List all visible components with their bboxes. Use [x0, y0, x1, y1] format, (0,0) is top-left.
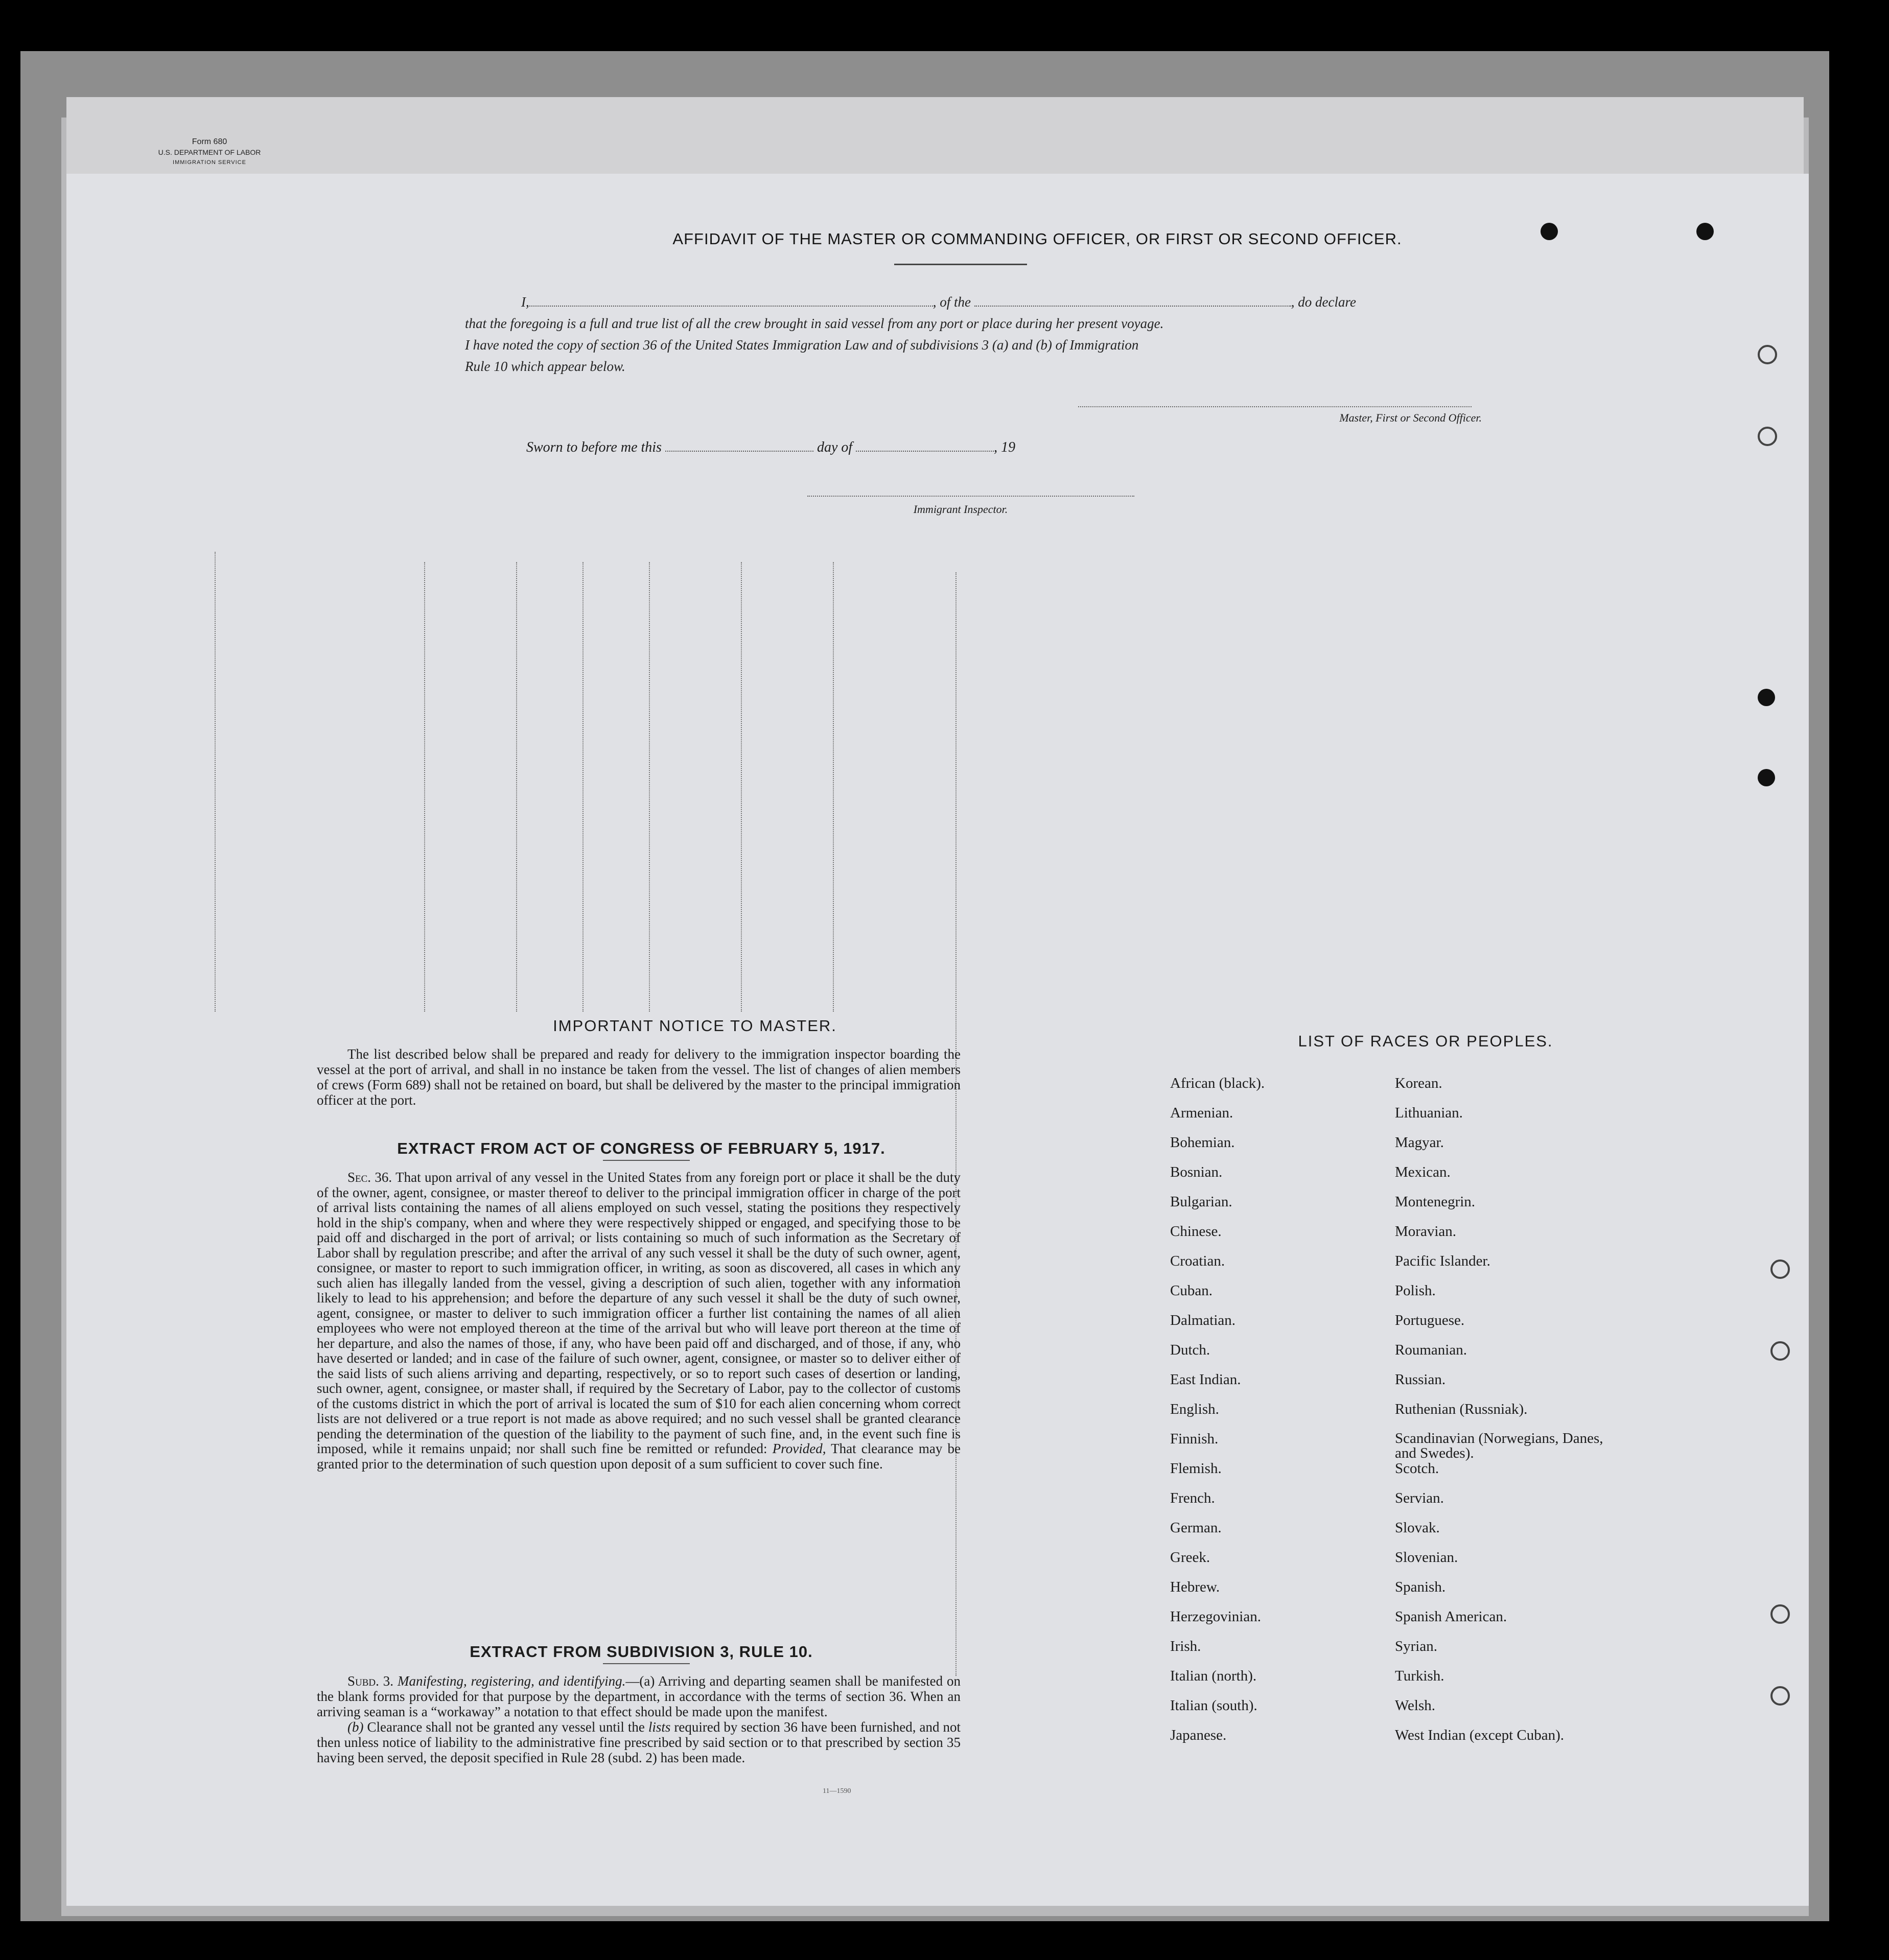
race-item: Dalmatian. — [1170, 1312, 1236, 1328]
affidavit-text — [465, 291, 1497, 377]
affidavit-declare: , do declare — [1291, 294, 1356, 310]
punch-hole-ring — [1770, 1686, 1790, 1706]
column-rule — [424, 562, 425, 1012]
affidavit-of-the: , of the — [932, 294, 971, 310]
provided-word: Provided, — [772, 1441, 826, 1456]
race-item: Spanish American. — [1395, 1608, 1507, 1625]
section-text: That upon arrival of any vessel in the United States from any foreign port or place it shall be the duty of the owner, agent, consignee, or master thereof to deliver to the principal immigration officer in charge of the port of arrival lists containing the names of all aliens employed on such vessel, stating the positions they respectively hold in the ship's company, when and where they were respectively shipped or engaged, and specifying those to be paid off and discharged in the port of arrival; or lists containing so much of such information as the Secretary of Labor shall by regulation prescribe; and after the arrival of any such vessel it shall be the duty of such owner, agent, consignee, or master to report to such immigration officer, in writing, as soon as discovered, all cases in which any such alien has illegally landed from the vessel, giving a description of such alien, together with any information likely to lead to his apprehension; and before the departure of any such vessel it shall be the duty of such owner, agent, consignee, or master to deliver to such immigration officer a further list containing the names of all alien employees who were not employed thereon at the time of the arrival but who will leave port thereon at the time of her departure, and also the names of those, if any, who have been paid off and discharged, and of those, if any, who have deserted or landed; and in case of the failure of such owner, agent, consignee, or master so to deliver either of the said lists of such aliens arriving and departing, respectively, or so to report such cases of desertion or landing, such owner, agent, consignee, or master shall, if required by the Secretary of Labor, pay to the collector of customs of the customs district in which the port of arrival is located the sum of $10 for each alien concerning whom correct lists are not delivered or a true report is not made as above required; and no such vessel shall be granted clearance pending the determination of the question of the liability to the payment of such fine, and, in the event such fine is imposed, while it remains unpaid; nor shall such fine be remitted or refunded: — [317, 1170, 961, 1456]
affidavit-title: AFFIDAVIT OF THE MASTER OR COMMANDING OFFICER, OR FIRST OR SECOND OFFICER. — [672, 230, 1402, 248]
race-item: Bulgarian. — [1170, 1194, 1232, 1210]
race-item: Slovenian. — [1395, 1549, 1458, 1566]
punch-hole — [1758, 689, 1775, 706]
column-rule — [955, 572, 957, 1676]
act-extract-title: EXTRACT FROM ACT OF CONGRESS OF FEBRUARY 5, 1917. — [397, 1139, 885, 1157]
print-code: 11—1590 — [823, 1787, 851, 1795]
subd-heading: Manifesting, registering, and identifying. — [397, 1673, 626, 1689]
race-item: Greek. — [1170, 1549, 1210, 1566]
race-item: Magyar. — [1395, 1134, 1444, 1151]
races-right-column — [1395, 1076, 1615, 1757]
punch-hole-ring — [1770, 1604, 1790, 1624]
race-item: West Indian (except Cuban). — [1395, 1727, 1565, 1743]
race-item: Armenian. — [1170, 1105, 1233, 1121]
race-item: Dutch. — [1170, 1342, 1210, 1358]
rule-extract-body — [317, 1673, 961, 1765]
rule-para-b — [317, 1719, 961, 1765]
affidavit-line-3: I have noted the copy of section 36 of the United States Immigration Law and of subdivisions 3 (a) and (b) of Immigration — [465, 337, 1139, 353]
inspector-label: Immigrant Inspector. — [913, 503, 1008, 516]
race-item: Japanese. — [1170, 1727, 1227, 1743]
master-name-field[interactable] — [529, 304, 933, 307]
sworn-day-field[interactable] — [665, 449, 813, 452]
punch-hole-ring — [1758, 427, 1777, 446]
form-tag — [128, 137, 291, 168]
race-item: Irish. — [1170, 1638, 1201, 1654]
race-item: Italian (north). — [1170, 1668, 1257, 1684]
rule-title-rule — [603, 1663, 690, 1664]
affidavit-line-2: that the foregoing is a full and true list of all the crew brought in said vessel from any port or place during her present voyage. — [465, 316, 1164, 331]
punch-hole-ring — [1770, 1341, 1790, 1361]
race-item: Montenegrin. — [1395, 1194, 1476, 1210]
punch-hole — [1758, 769, 1775, 786]
rule-para-a — [317, 1673, 961, 1719]
para-b-text-1: Clearance shall not be granted any vessel until the — [367, 1719, 645, 1735]
section-text-end: That clearance may be granted prior to the determination of such question upon deposit of a sum sufficient to cover such fine. — [317, 1441, 961, 1472]
race-item: English. — [1170, 1401, 1219, 1417]
sworn-prefix: Sworn to before me this — [526, 439, 662, 455]
punch-hole-ring — [1758, 345, 1777, 364]
race-item: Polish. — [1395, 1282, 1436, 1299]
signature-label: Master, First or Second Officer. — [1339, 411, 1482, 424]
notice-body: The list described below shall be prepared and ready for delivery to the immigration inspector boarding the vessel at the port of arrival, and shall in no instance be taken from the vessel. The list of changes of alien members of crews (Form 689) shall not be retained on board, but shall be delivered by the master to the principal immigration officer at the port. — [317, 1046, 961, 1108]
race-item: Cuban. — [1170, 1282, 1212, 1299]
service-name: IMMIGRATION SERVICE — [173, 159, 246, 166]
race-item: Croatian. — [1170, 1253, 1225, 1269]
race-item: Servian. — [1395, 1490, 1444, 1506]
para-b-lists: lists — [648, 1719, 671, 1735]
race-item: French. — [1170, 1490, 1215, 1506]
subd-label: Subd. 3. — [347, 1673, 394, 1689]
race-item: Moravian. — [1395, 1223, 1456, 1240]
race-item: Flemish. — [1170, 1460, 1222, 1477]
form-page — [66, 174, 1809, 1906]
column-rule — [833, 562, 834, 1012]
title-rule — [894, 264, 1027, 265]
race-item: Korean. — [1395, 1075, 1442, 1091]
race-item: Bohemian. — [1170, 1134, 1235, 1151]
punch-hole — [1696, 223, 1714, 240]
race-item: Scotch. — [1395, 1460, 1439, 1477]
race-item: Spanish. — [1395, 1579, 1446, 1595]
column-rule — [649, 562, 650, 1012]
race-item: Welsh. — [1395, 1697, 1436, 1714]
race-item: Italian (south). — [1170, 1697, 1257, 1714]
sworn-month-field[interactable] — [856, 449, 994, 452]
affidavit-line-4: Rule 10 which appear below. — [465, 359, 625, 374]
race-item: Ruthenian (Russniak). — [1395, 1401, 1528, 1417]
punch-hole-ring — [1770, 1259, 1790, 1279]
column-rule — [582, 562, 584, 1012]
sworn-year: , 19 — [994, 439, 1016, 455]
sworn-line — [526, 439, 1015, 456]
race-item: Syrian. — [1395, 1638, 1437, 1654]
act-extract-body — [317, 1170, 961, 1472]
act-title-rule — [603, 1160, 690, 1161]
notice-title: IMPORTANT NOTICE TO MASTER. — [553, 1017, 837, 1035]
affidavit-i: I, — [521, 294, 529, 310]
race-item: Turkish. — [1395, 1668, 1444, 1684]
section-label: Sec. 36. — [347, 1170, 392, 1185]
underlying-form-strip — [66, 97, 1804, 174]
signature-line[interactable] — [1078, 406, 1472, 407]
rule-extract-title: EXTRACT FROM SUBDIVISION 3, RULE 10. — [470, 1643, 813, 1661]
para-b-label: (b) — [347, 1719, 364, 1735]
race-item: Pacific Islander. — [1395, 1253, 1490, 1269]
races-left-column — [1170, 1076, 1390, 1757]
race-item: German. — [1170, 1520, 1222, 1536]
race-item: East Indian. — [1170, 1371, 1241, 1388]
race-item: Portuguese. — [1395, 1312, 1465, 1328]
race-item: African (black). — [1170, 1075, 1265, 1091]
column-rule — [215, 552, 216, 1012]
race-item: Hebrew. — [1170, 1579, 1220, 1595]
sworn-day-of: day of — [817, 439, 853, 455]
race-item: Herzegovinian. — [1170, 1608, 1261, 1625]
column-rule — [516, 562, 517, 1012]
race-item: Finnish. — [1170, 1431, 1219, 1447]
race-item: Chinese. — [1170, 1223, 1222, 1240]
inspector-signature-line[interactable] — [807, 496, 1134, 497]
race-item: Roumanian. — [1395, 1342, 1467, 1358]
race-item: Bosnian. — [1170, 1164, 1223, 1180]
race-item: Scandinavian (Norwegians, Danes, and Swedes). — [1395, 1430, 1603, 1461]
races-title: LIST OF RACES OR PEOPLES. — [1298, 1032, 1553, 1050]
form-number: Form 680 — [192, 137, 227, 146]
column-rule — [741, 562, 742, 1012]
affidavit-line-1 — [465, 291, 1497, 313]
race-item: Lithuanian. — [1395, 1105, 1463, 1121]
race-item: Slovak. — [1395, 1520, 1440, 1536]
race-item: Russian. — [1395, 1371, 1446, 1388]
race-item: Mexican. — [1395, 1164, 1451, 1180]
punch-hole — [1541, 223, 1558, 240]
para-a-text: —(a) Arriving and departing seamen shall be manifested on the blank forms provided for that purpose by the department, in accordance with the terms of section 36. When an arriving seaman is a “workaway” a notation to that effect should be made upon the manifest. — [317, 1673, 961, 1719]
para-b-text-2: required by section 36 have been furnished, and not then unless notice of liability to the administrative fine prescribed by said section or to that prescribed by section 35 having been served, the deposit specified in Rule 28 (subd. 2) has been made. — [317, 1719, 961, 1765]
vessel-name-field[interactable] — [974, 304, 1291, 307]
department-name: U.S. DEPARTMENT OF LABOR — [158, 148, 261, 156]
